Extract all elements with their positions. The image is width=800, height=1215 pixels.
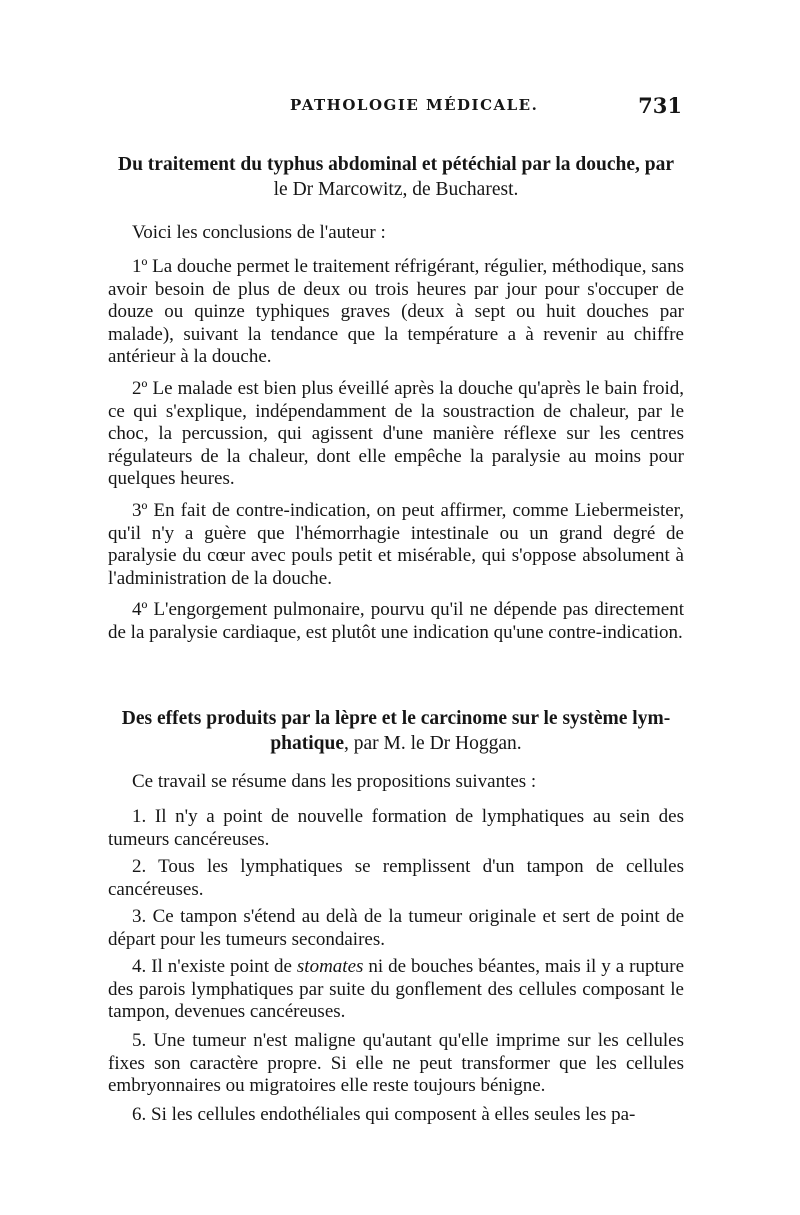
article2-point-6: 6. Si les cellules endothéliales qui composent à elles seules les pa-: [132, 1104, 636, 1125]
article1-author: le Dr Marcowitz, de Bucharest.: [273, 179, 519, 200]
article2-point-4-italic: stomates: [296, 956, 364, 977]
article2-title-line1: Des effets produits par la lèpre et le carcinome sur le système lym-: [121, 708, 671, 729]
article1-title-block: [106, 152, 686, 202]
article1-title: Du traitement du typhus abdominal et pétéchial par la douche, par: [118, 154, 674, 175]
article1-point-2: 2º Le malade est bien plus éveillé après la douche qu'après le bain froid, ce qui s'explique, indépendamment de la soustraction de chaleur, par le choc, la percussion, qui agissent d'une manière réflexe sur les centres régulateurs de la chaleur, dont elle empêche la paralysie au moins pour quelques heures.: [108, 378, 684, 490]
article2-author: , par M. le Dr Hoggan.: [344, 733, 522, 754]
page-header: [112, 93, 682, 124]
article2-point-1: 1. Il n'y a point de nouvelle formation de lymphatiques au sein des tumeurs cancéreuses.: [108, 806, 684, 850]
article2-title-line2: [106, 731, 686, 756]
article1-intro: Voici les conclusions de l'auteur :: [132, 222, 386, 243]
article1-point-4: 4º L'engorgement pulmonaire, pourvu qu'il ne dépende pas directement de la paralysie cardiaque, est plutôt une indication qu'une contre-indication.: [108, 599, 684, 643]
article2-point-4: [108, 956, 684, 1024]
article1-point-1: 1º La douche permet le traitement réfrigérant, régulier, méthodique, sans avoir besoin de plus de deux ou trois heures par jour pour s'occuper de douze ou quinze typhiques graves (deux à sept ou huit douches par malade), suivant la tendance que la température a à revenir au chiffre antérieur à la douche.: [108, 256, 684, 368]
article2-point-4-end: ni de bouches béantes, mais il y a rupture des parois lymphatiques par suite du gonflement des cellules composant le tampon, devenues cancéreuses.: [108, 956, 685, 1023]
article2-point-5: 5. Une tumeur n'est maligne qu'autant qu'elle imprime sur les cellules fixes son caractère propre. Si elle ne peut transformer que les cellules embryonnaires ou migratoires elle reste toujours bénigne.: [108, 1030, 684, 1097]
article2-title-word: phatique: [270, 733, 345, 754]
page-number: 731: [638, 93, 682, 118]
article2-point-4-start: 4. Il n'existe point de: [132, 956, 297, 977]
article2-intro: Ce travail se résume dans les propositions suivantes :: [132, 771, 537, 792]
article2-title-block: [106, 706, 686, 756]
running-head: PATHOLOGIE MÉDICALE.: [290, 96, 539, 114]
article2-point-3: 3. Ce tampon s'étend au delà de la tumeur originale et sert de point de départ pour les tumeurs secondaires.: [108, 906, 684, 950]
article2-point-2: 2. Tous les lymphatiques se remplissent d'un tampon de cellules cancéreuses.: [108, 856, 684, 900]
article1-point-3: 3º En fait de contre-indication, on peut affirmer, comme Liebermeister, qu'il n'y a guère que l'hémorrhagie intestinale ou un grand degré de paralysie du cœur avec pouls petit et misérable, qui s'oppose absolument à l'administration de la douche.: [108, 500, 684, 589]
